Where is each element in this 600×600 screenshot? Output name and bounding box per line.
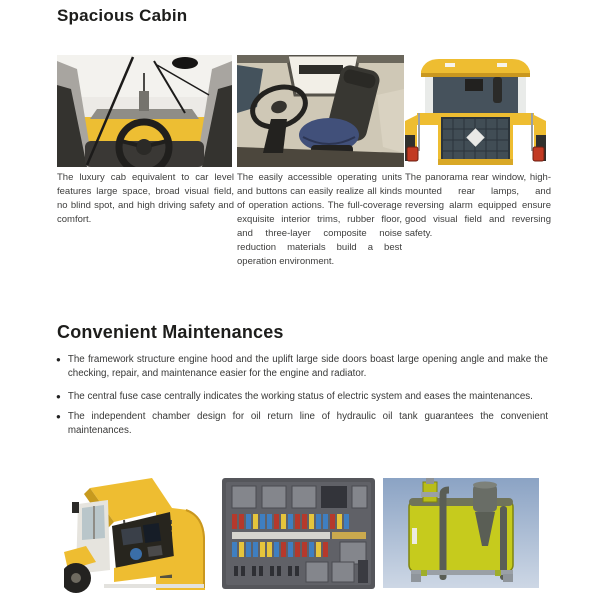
- maintenance-bullet-1-text: The framework structure engine hood and the uplift large side doors boast large opening angle and make the checking, repair, and maintenance easier for the engine and radiator.: [67, 354, 548, 379]
- fuse-case-illustration: [222, 478, 375, 589]
- bullet-dot-icon: ●: [56, 355, 61, 364]
- maintenance-bullet-list: [56, 353, 548, 438]
- hydraulic-tank-illustration: [383, 478, 539, 588]
- maintenance-section-title: Convenient Maintenances: [57, 322, 284, 342]
- cabin-caption-1: The luxury cab equivalent to car level features large space, broad visual field, no blind spot, and high driving safety and comfort.: [57, 172, 234, 225]
- central-fuse-case-photo: [222, 478, 375, 589]
- cabin-caption-3: The panorama rear window, high-mounted rear lamps, and reversing alarm equipped ensure good visual field and reversing safety.: [405, 172, 551, 239]
- bullet-dot-icon: ●: [56, 412, 61, 421]
- cab-interior-illustration: [237, 55, 404, 167]
- loader-rear-view-photo: [405, 55, 546, 167]
- maintenance-bullet-1: [56, 353, 548, 381]
- maintenance-bullet-3: [56, 410, 548, 438]
- maintenance-bullet-2: [56, 390, 548, 404]
- cab-interior-seat-photo: [237, 55, 404, 167]
- maintenance-bullet-2-text: The central fuse case centrally indicates the working status of electric system and eases the maintenances.: [67, 391, 533, 402]
- cab-windshield-view-illustration: [57, 55, 232, 167]
- cabin-section-title: Spacious Cabin: [57, 6, 188, 25]
- engine-hood-open-illustration: [64, 476, 211, 594]
- hydraulic-oil-tank-render: [383, 478, 539, 588]
- cabin-caption-2: The easily accessible operating units and buttons can easily realize all kinds of operation actions. The full-coverage exquisite interior trims, rubber floor, and three-layer composite noise reduction materials build a best operation environment.: [237, 172, 402, 267]
- cab-windshield-view-photo: [57, 55, 232, 167]
- maintenance-bullet-3-text: The independent chamber design for oil return line of hydraulic oil tank guarantees the convenient maintenances.: [67, 411, 548, 436]
- engine-hood-open-photo: [64, 476, 211, 594]
- loader-rear-illustration: [405, 55, 546, 167]
- bullet-dot-icon: ●: [56, 392, 61, 401]
